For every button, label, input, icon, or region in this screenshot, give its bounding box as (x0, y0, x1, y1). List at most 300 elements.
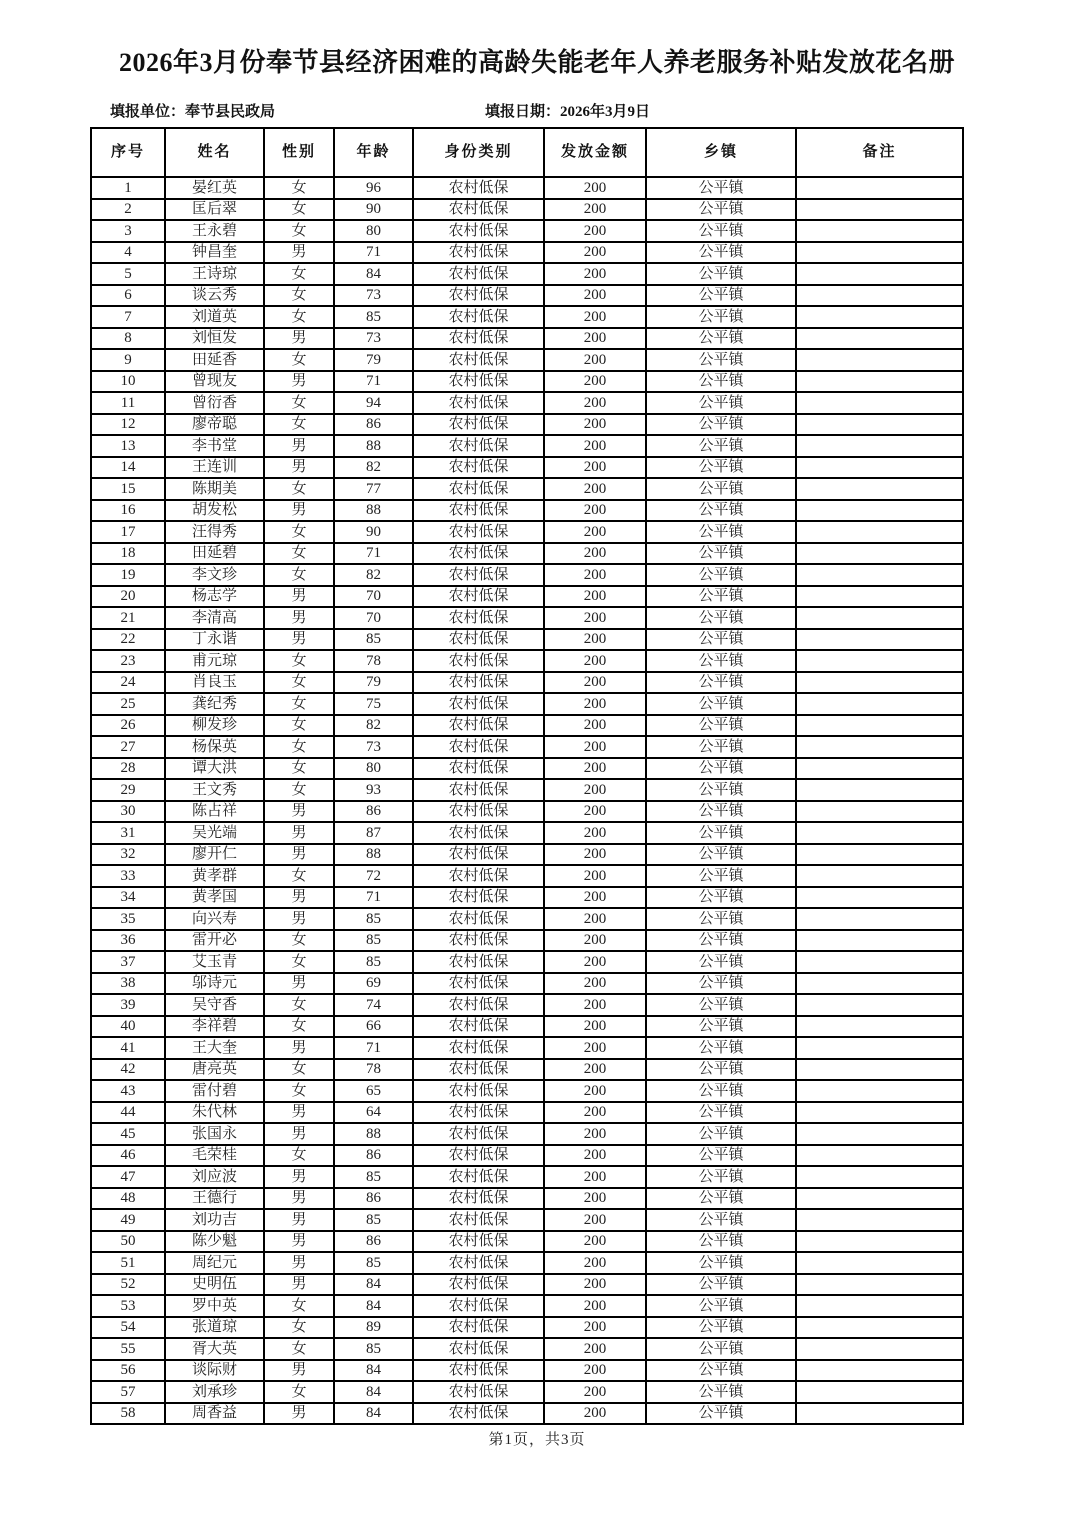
reporting-unit: 填报单位：奉节县民政局 (110, 104, 276, 120)
table-row (91, 887, 963, 909)
table-cell: 30 (91, 801, 165, 823)
table-cell: 农村低保 (413, 951, 544, 973)
table-cell: 46 (91, 1145, 165, 1167)
table-cell (796, 263, 963, 285)
table-cell: 公平镇 (646, 1381, 796, 1403)
table-cell: 农村低保 (413, 650, 544, 672)
table-cell: 男 (264, 607, 334, 629)
table-cell: 200 (544, 1037, 646, 1059)
table-cell: 200 (544, 242, 646, 264)
table-cell: 女 (264, 392, 334, 414)
table-cell: 200 (544, 1231, 646, 1253)
table-cell: 农村低保 (413, 1403, 544, 1425)
table-row (91, 414, 963, 436)
table-cell (796, 392, 963, 414)
table-row (91, 758, 963, 780)
table-cell: 公平镇 (646, 1209, 796, 1231)
table-cell: 杨保英 (165, 736, 264, 758)
table-cell: 86 (334, 801, 413, 823)
table-cell: 公平镇 (646, 306, 796, 328)
table-cell: 唐亮英 (165, 1059, 264, 1081)
reporting-date: 填报日期：2026年3月9日 (485, 104, 651, 120)
table-cell: 74 (334, 994, 413, 1016)
table-cell: 86 (334, 1188, 413, 1210)
table-cell: 78 (334, 650, 413, 672)
table-cell: 胡发松 (165, 500, 264, 522)
table-cell: 21 (91, 607, 165, 629)
table-cell: 45 (91, 1123, 165, 1145)
table-cell: 田延香 (165, 349, 264, 371)
table-cell: 农村低保 (413, 1360, 544, 1382)
table-row (91, 1231, 963, 1253)
table-cell: 200 (544, 1209, 646, 1231)
table-cell: 86 (334, 414, 413, 436)
table-cell: 9 (91, 349, 165, 371)
table-cell: 公平镇 (646, 1016, 796, 1038)
table-cell: 70 (334, 586, 413, 608)
table-cell (796, 1381, 963, 1403)
table-cell (796, 844, 963, 866)
table-cell: 85 (334, 951, 413, 973)
table-cell (796, 306, 963, 328)
table-cell: 8 (91, 328, 165, 350)
table-cell: 男 (264, 844, 334, 866)
table-cell: 男 (264, 1360, 334, 1382)
table-cell: 公平镇 (646, 1080, 796, 1102)
table-row (91, 177, 963, 199)
table-row (91, 693, 963, 715)
table-cell: 84 (334, 1295, 413, 1317)
table-cell: 56 (91, 1360, 165, 1382)
table-row (91, 715, 963, 737)
table-cell: 女 (264, 779, 334, 801)
column-header-1: 姓名 (165, 128, 264, 177)
table-cell: 甫元琼 (165, 650, 264, 672)
table-cell: 84 (334, 263, 413, 285)
table-row (91, 951, 963, 973)
table-cell: 农村低保 (413, 586, 544, 608)
column-header-7: 备注 (796, 128, 963, 177)
table-cell: 胥大英 (165, 1338, 264, 1360)
table-cell: 女 (264, 306, 334, 328)
table-row (91, 1274, 963, 1296)
table-row (91, 844, 963, 866)
table-cell: 公平镇 (646, 607, 796, 629)
table-cell: 公平镇 (646, 543, 796, 565)
table-cell: 李书堂 (165, 435, 264, 457)
table-cell: 71 (334, 371, 413, 393)
table-cell: 农村低保 (413, 242, 544, 264)
table-cell (796, 220, 963, 242)
table-cell: 22 (91, 629, 165, 651)
table-cell (796, 1059, 963, 1081)
table-row (91, 285, 963, 307)
table-cell: 农村低保 (413, 1016, 544, 1038)
table-row (91, 242, 963, 264)
table-cell: 43 (91, 1080, 165, 1102)
table-cell: 女 (264, 220, 334, 242)
table-cell: 71 (334, 887, 413, 909)
table-cell: 57 (91, 1381, 165, 1403)
table-cell: 农村低保 (413, 887, 544, 909)
table-cell: 罗中英 (165, 1295, 264, 1317)
table-row (91, 1037, 963, 1059)
table-cell: 85 (334, 1209, 413, 1231)
table-cell: 200 (544, 1338, 646, 1360)
table-cell: 23 (91, 650, 165, 672)
table-cell: 5 (91, 263, 165, 285)
table-cell: 刘功吉 (165, 1209, 264, 1231)
table-cell: 71 (334, 242, 413, 264)
table-cell: 79 (334, 672, 413, 694)
table-cell: 64 (334, 1102, 413, 1124)
table-row (91, 865, 963, 887)
table-cell: 女 (264, 715, 334, 737)
table-cell: 农村低保 (413, 1059, 544, 1081)
table-cell: 93 (334, 779, 413, 801)
page-number: 第1页，共3页 (488, 1432, 586, 1448)
table-cell: 农村低保 (413, 1166, 544, 1188)
table-row (91, 607, 963, 629)
table-cell: 公平镇 (646, 285, 796, 307)
table-cell: 公平镇 (646, 1317, 796, 1339)
table-cell (796, 199, 963, 221)
table-cell: 公平镇 (646, 844, 796, 866)
table-cell: 吴守香 (165, 994, 264, 1016)
table-cell: 男 (264, 908, 334, 930)
table-cell: 公平镇 (646, 650, 796, 672)
table-cell: 农村低保 (413, 715, 544, 737)
table-cell: 朱代林 (165, 1102, 264, 1124)
table-cell: 陈期美 (165, 478, 264, 500)
table-cell (796, 908, 963, 930)
table-cell: 71 (334, 543, 413, 565)
table-cell: 农村低保 (413, 779, 544, 801)
table-cell: 87 (334, 822, 413, 844)
table-cell (796, 457, 963, 479)
table-cell: 200 (544, 500, 646, 522)
table-cell: 86 (334, 1231, 413, 1253)
table-cell: 20 (91, 586, 165, 608)
table-cell: 公平镇 (646, 199, 796, 221)
table-cell: 公平镇 (646, 629, 796, 651)
table-cell: 公平镇 (646, 1403, 796, 1425)
table-cell: 84 (334, 1403, 413, 1425)
table-cell: 19 (91, 564, 165, 586)
table-cell: 女 (264, 758, 334, 780)
table-cell: 72 (334, 865, 413, 887)
table-cell: 公平镇 (646, 887, 796, 909)
table-cell: 200 (544, 1360, 646, 1382)
table-cell: 200 (544, 306, 646, 328)
table-cell: 女 (264, 693, 334, 715)
table-cell: 77 (334, 478, 413, 500)
table-cell: 200 (544, 263, 646, 285)
table-cell: 男 (264, 822, 334, 844)
table-cell: 85 (334, 629, 413, 651)
table-cell: 公平镇 (646, 478, 796, 500)
table-cell: 25 (91, 693, 165, 715)
table-cell: 200 (544, 392, 646, 414)
table-row (91, 564, 963, 586)
table-cell: 女 (264, 543, 334, 565)
table-cell: 42 (91, 1059, 165, 1081)
table-cell: 女 (264, 865, 334, 887)
table-cell: 雷开必 (165, 930, 264, 952)
table-cell: 张道琼 (165, 1317, 264, 1339)
table-cell: 公平镇 (646, 435, 796, 457)
table-cell: 农村低保 (413, 349, 544, 371)
table-cell: 15 (91, 478, 165, 500)
table-cell: 农村低保 (413, 478, 544, 500)
table-row (91, 1059, 963, 1081)
table-cell: 70 (334, 607, 413, 629)
table-cell: 农村低保 (413, 306, 544, 328)
table-cell: 200 (544, 758, 646, 780)
table-cell: 男 (264, 1102, 334, 1124)
table-cell: 黄孝国 (165, 887, 264, 909)
table-cell: 农村低保 (413, 629, 544, 651)
table-cell: 公平镇 (646, 1252, 796, 1274)
table-cell: 龚纪秀 (165, 693, 264, 715)
column-header-6: 乡镇 (646, 128, 796, 177)
table-cell: 200 (544, 1016, 646, 1038)
table-cell: 31 (91, 822, 165, 844)
table-cell: 女 (264, 564, 334, 586)
table-cell: 85 (334, 306, 413, 328)
table-cell: 200 (544, 887, 646, 909)
table-cell: 200 (544, 801, 646, 823)
table-cell: 1 (91, 177, 165, 199)
table-cell: 82 (334, 457, 413, 479)
table-cell: 刘应波 (165, 1166, 264, 1188)
table-cell: 女 (264, 199, 334, 221)
table-cell: 75 (334, 693, 413, 715)
table-cell (796, 1317, 963, 1339)
table-cell: 200 (544, 1317, 646, 1339)
table-cell: 84 (334, 1381, 413, 1403)
table-cell (796, 521, 963, 543)
table-cell: 27 (91, 736, 165, 758)
table-cell: 26 (91, 715, 165, 737)
table-cell: 公平镇 (646, 242, 796, 264)
table-cell: 农村低保 (413, 328, 544, 350)
table-cell: 200 (544, 1080, 646, 1102)
table-cell: 公平镇 (646, 1231, 796, 1253)
table-cell (796, 177, 963, 199)
table-cell: 谈云秀 (165, 285, 264, 307)
table-cell: 50 (91, 1231, 165, 1253)
table-row (91, 1317, 963, 1339)
table-cell (796, 1360, 963, 1382)
table-cell: 女 (264, 1317, 334, 1339)
table-cell: 李文珍 (165, 564, 264, 586)
table-cell: 18 (91, 543, 165, 565)
table-row (91, 1360, 963, 1382)
table-cell: 曾现友 (165, 371, 264, 393)
table-cell: 85 (334, 908, 413, 930)
table-cell: 200 (544, 693, 646, 715)
table-cell: 匡后翠 (165, 199, 264, 221)
table-cell (796, 1123, 963, 1145)
table-cell: 王大奎 (165, 1037, 264, 1059)
table-cell: 男 (264, 586, 334, 608)
table-row (91, 328, 963, 350)
table-cell: 公平镇 (646, 564, 796, 586)
table-cell: 男 (264, 1188, 334, 1210)
table-row (91, 908, 963, 930)
table-cell: 73 (334, 285, 413, 307)
table-cell: 农村低保 (413, 435, 544, 457)
table-row (91, 736, 963, 758)
table-cell: 16 (91, 500, 165, 522)
table-cell: 农村低保 (413, 1080, 544, 1102)
table-cell: 37 (91, 951, 165, 973)
table-cell: 男 (264, 1166, 334, 1188)
table-cell: 柳发珍 (165, 715, 264, 737)
table-cell: 90 (334, 521, 413, 543)
table-cell: 女 (264, 1080, 334, 1102)
table-cell: 84 (334, 1274, 413, 1296)
table-row (91, 1381, 963, 1403)
table-cell: 200 (544, 1059, 646, 1081)
table-cell: 女 (264, 263, 334, 285)
table-cell: 48 (91, 1188, 165, 1210)
table-cell: 200 (544, 371, 646, 393)
table-cell: 200 (544, 328, 646, 350)
table-cell: 田延碧 (165, 543, 264, 565)
table-cell: 82 (334, 564, 413, 586)
table-cell: 农村低保 (413, 822, 544, 844)
table-cell: 公平镇 (646, 822, 796, 844)
table-cell: 公平镇 (646, 392, 796, 414)
table-cell: 公平镇 (646, 414, 796, 436)
table-cell: 公平镇 (646, 1166, 796, 1188)
table-cell: 农村低保 (413, 564, 544, 586)
table-cell: 公平镇 (646, 736, 796, 758)
table-cell (796, 1231, 963, 1253)
table-cell: 公平镇 (646, 1360, 796, 1382)
table-cell: 女 (264, 521, 334, 543)
table-cell: 汪得秀 (165, 521, 264, 543)
table-cell: 55 (91, 1338, 165, 1360)
table-cell (796, 1274, 963, 1296)
table-cell: 农村低保 (413, 1145, 544, 1167)
table-cell: 47 (91, 1166, 165, 1188)
table-cell: 82 (334, 715, 413, 737)
table-cell: 17 (91, 521, 165, 543)
table-cell: 200 (544, 1166, 646, 1188)
table-cell: 200 (544, 349, 646, 371)
table-cell: 男 (264, 371, 334, 393)
table-cell (796, 693, 963, 715)
table-cell: 66 (334, 1016, 413, 1038)
column-header-0: 序号 (91, 128, 165, 177)
table-cell: 73 (334, 736, 413, 758)
table-cell: 农村低保 (413, 371, 544, 393)
table-row (91, 199, 963, 221)
table-cell: 公平镇 (646, 801, 796, 823)
table-cell (796, 1338, 963, 1360)
table-cell: 公平镇 (646, 457, 796, 479)
table-cell: 3 (91, 220, 165, 242)
table-row (91, 586, 963, 608)
table-cell: 公平镇 (646, 1059, 796, 1081)
table-cell: 53 (91, 1295, 165, 1317)
table-row (91, 263, 963, 285)
table-row (91, 930, 963, 952)
table-row (91, 629, 963, 651)
table-cell: 女 (264, 672, 334, 694)
table-cell: 农村低保 (413, 177, 544, 199)
table-cell (796, 1037, 963, 1059)
table-cell (796, 1209, 963, 1231)
table-cell: 向兴寿 (165, 908, 264, 930)
table-cell: 男 (264, 1037, 334, 1059)
table-cell (796, 672, 963, 694)
table-cell: 88 (334, 500, 413, 522)
table-cell: 4 (91, 242, 165, 264)
table-cell: 男 (264, 1209, 334, 1231)
table-cell: 丁永谐 (165, 629, 264, 651)
table-cell: 200 (544, 672, 646, 694)
table-cell: 200 (544, 930, 646, 952)
table-row (91, 521, 963, 543)
table-cell: 85 (334, 1252, 413, 1274)
table-cell: 男 (264, 1274, 334, 1296)
table-cell: 39 (91, 994, 165, 1016)
table-cell (796, 951, 963, 973)
table-cell: 农村低保 (413, 500, 544, 522)
table-cell (796, 1295, 963, 1317)
table-cell (796, 1252, 963, 1274)
table-row (91, 500, 963, 522)
table-cell: 农村低保 (413, 1123, 544, 1145)
table-cell: 12 (91, 414, 165, 436)
table-cell: 公平镇 (646, 930, 796, 952)
table-cell (796, 242, 963, 264)
table-cell: 公平镇 (646, 865, 796, 887)
table-cell: 女 (264, 1059, 334, 1081)
table-cell: 200 (544, 1403, 646, 1425)
table-cell (796, 564, 963, 586)
table-cell: 男 (264, 887, 334, 909)
table-cell: 38 (91, 973, 165, 995)
table-header-row (91, 128, 963, 177)
table-cell: 200 (544, 199, 646, 221)
table-cell: 女 (264, 1295, 334, 1317)
table-cell: 36 (91, 930, 165, 952)
table-row (91, 801, 963, 823)
table-cell: 公平镇 (646, 715, 796, 737)
table-cell: 200 (544, 822, 646, 844)
column-header-5: 发放金额 (544, 128, 646, 177)
table-cell: 农村低保 (413, 285, 544, 307)
table-cell: 公平镇 (646, 1037, 796, 1059)
table-row (91, 1403, 963, 1425)
table-cell: 农村低保 (413, 1381, 544, 1403)
table-cell (796, 285, 963, 307)
table-cell: 14 (91, 457, 165, 479)
table-cell: 200 (544, 414, 646, 436)
table-cell: 农村低保 (413, 1274, 544, 1296)
table-cell: 49 (91, 1209, 165, 1231)
table-cell (796, 435, 963, 457)
table-cell: 200 (544, 994, 646, 1016)
table-cell (796, 650, 963, 672)
table-cell: 李清高 (165, 607, 264, 629)
table-cell: 农村低保 (413, 263, 544, 285)
